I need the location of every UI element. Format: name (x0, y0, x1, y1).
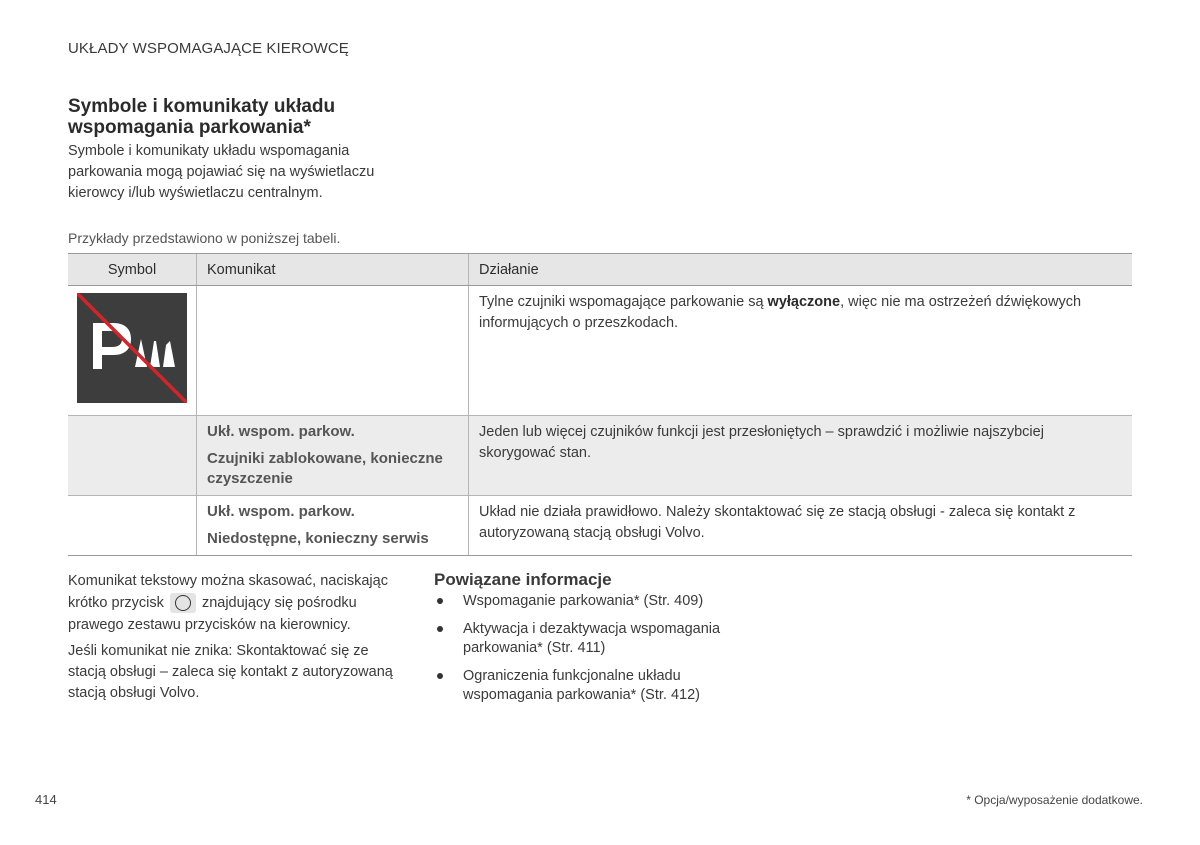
message-cell (196, 496, 468, 555)
footnote: * Opcja/wyposażenie dodatkowe. (966, 793, 1143, 807)
related-link[interactable]: Wspomaganie parkowania* (Str. 409) (434, 592, 764, 611)
header-action: Działanie (468, 254, 1132, 285)
message-line: Ukł. wspom. parkow. (207, 423, 355, 440)
message-line: Niedostępne, konieczny serwis (207, 530, 429, 547)
action-text: Tylne czujniki wspomagające parkowanie są (479, 294, 768, 310)
related-info-title: Powiązane informacje (434, 570, 612, 589)
section-header: UKŁADY WSPOMAGAJĄCE KIEROWCĘ (68, 40, 349, 57)
action-text-end: , więc nie ma ostrzeżeń dźwiękowych informujących o przeszkodach. (479, 294, 1082, 331)
related-info-list (434, 592, 764, 714)
note-text: Komunikat tekstowy można skasować, naciskając krótko przycisk (68, 573, 388, 611)
table-row (68, 416, 1132, 496)
table-caption: Przykłady przedstawiono w poniższej tabeli. (68, 230, 341, 246)
action-bold-text: wyłączone (767, 294, 841, 310)
message-cell (196, 286, 468, 415)
messages-table (68, 253, 1132, 556)
table-row (68, 496, 1132, 556)
message-line: Ukł. wspom. parkow. (207, 503, 355, 520)
note-contact-service: Jeśli komunikat nie znika: Skontaktować się ze stacją obsługi – zaleca się kontakt z autoryzowaną stacją obsługi Volvo. (68, 643, 393, 701)
header-symbol: Symbol (107, 261, 157, 278)
action-cell: Układ nie działa prawidłowo. Należy skontaktować się ze stacją obsługi - zaleca się kontakt z autoryzowaną stacją obsługi Volvo. (468, 496, 1132, 555)
page-number: 414 (35, 792, 57, 807)
related-link[interactable]: Aktywacja i dezaktywacja wspomagania parkowania* (Str. 411) (434, 620, 764, 658)
table-header-row (68, 254, 1132, 286)
action-cell (468, 286, 1132, 415)
parking-sensors-off-icon (77, 293, 187, 403)
symbol-cell (68, 286, 196, 415)
message-line: Czujniki zablokowane, konieczne czyszczenie (207, 450, 443, 487)
circle-button-icon (170, 593, 196, 613)
header-message: Komunikat (196, 254, 468, 285)
related-link[interactable]: Ograniczenia funkcjonalne układu wspomagania parkowania* (Str. 412) (434, 667, 764, 705)
parking-sensors-off-graphic (77, 293, 187, 403)
note-clear-message (68, 570, 408, 636)
intro-paragraph: Symbole i komunikaty układu wspomagania parkowania mogą pojawiać się na wyświetlaczu kierowcy i/lub wyświetlaczu centralnym. (68, 143, 375, 201)
note-text-end: znajdujący się pośrodku prawego zestawu przycisków na kierownicy. (68, 595, 357, 633)
symbol-cell (68, 496, 196, 555)
table-row (68, 286, 1132, 416)
action-cell: Jeden lub więcej czujników funkcji jest przesłoniętych – sprawdzić i możliwie najszybciej skorygować stan. (468, 416, 1132, 495)
page-title: Symbole i komunikaty układu wspomagania parkowania* (68, 96, 336, 138)
symbol-cell (68, 416, 196, 495)
message-cell (196, 416, 468, 495)
